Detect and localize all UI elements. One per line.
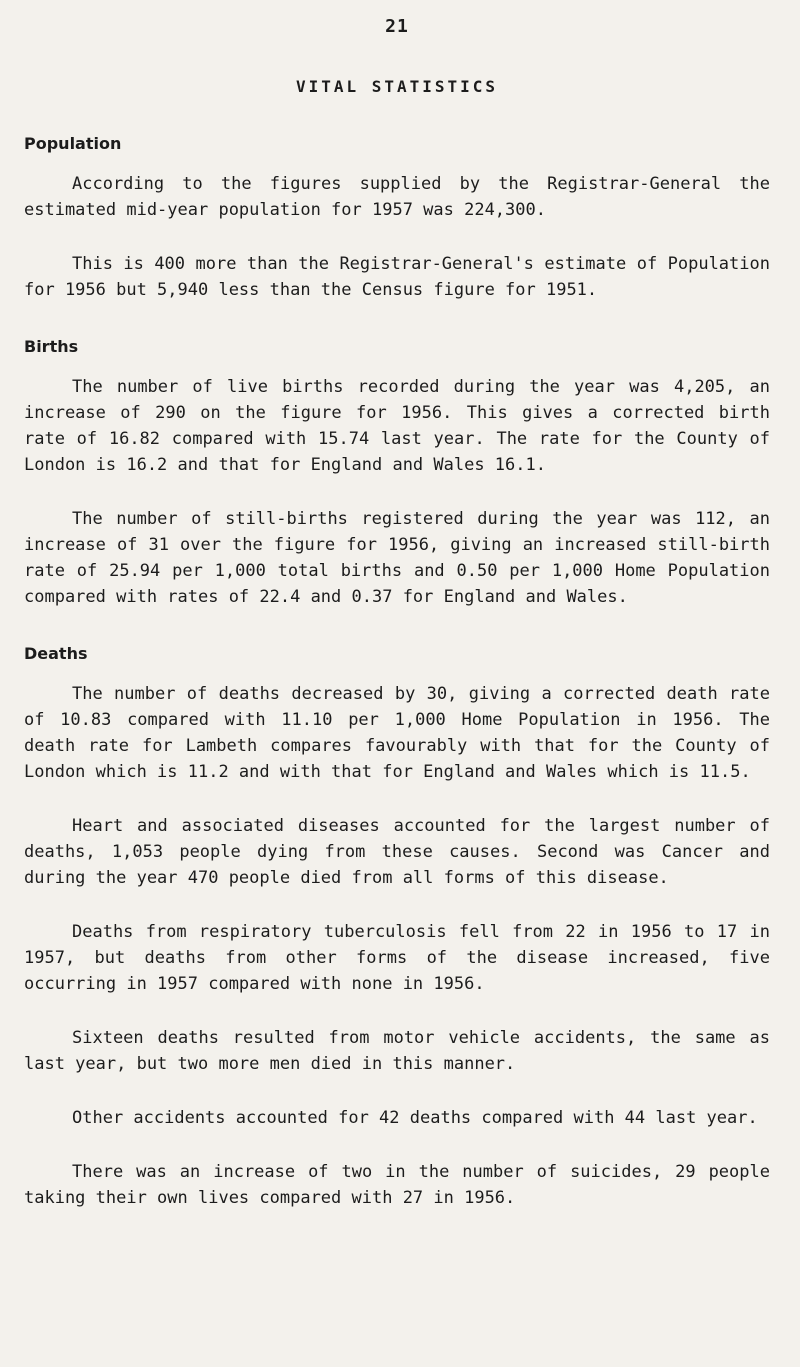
page-number: 21 — [385, 16, 409, 37]
deaths-paragraph-1: The number of deaths decreased by 30, giving a corrected death rate of 10.83 compared with 11.10 per 1,000 Home Population in 1956. The death rate for Lambeth compares favourably with that for the County of London which is 11.2 and with that for England and Wales which is 11.5. — [24, 684, 770, 782]
section-heading-births: Births — [24, 337, 79, 356]
section-heading-population: Population — [24, 134, 122, 153]
deaths-paragraph-3: Deaths from respiratory tuberculosis fell from 22 in 1956 to 17 in 1957, but deaths from other forms of the disease increased, five occurring in 1957 compared with none in 1956. — [24, 922, 770, 994]
deaths-paragraph-5: Other accidents accounted for 42 deaths compared with 44 last year. — [72, 1108, 758, 1128]
deaths-paragraph-4: Sixteen deaths resulted from motor vehicle accidents, the same as last year, but two more men died in this manner. — [24, 1028, 770, 1074]
births-paragraph-2: The number of still-births registered during the year was 112, an increase of 31 over the figure for 1956, giving an increased still-birth rate of 25.94 per 1,000 total births and 0.50 per 1,000 Home Population compared with rates of 22.4 and 0.37 for England and Wales. — [24, 509, 770, 607]
population-paragraph-1: According to the figures supplied by the Registrar-General the estimated mid-year population for 1957 was 224,300. — [24, 174, 770, 220]
deaths-paragraph-2: Heart and associated diseases accounted for the largest number of deaths, 1,053 people dying from these causes. Second was Cancer and during the year 470 people died from all forms of this disease. — [24, 816, 770, 888]
section-heading-deaths: Deaths — [24, 644, 88, 663]
page-title: VITAL STATISTICS — [295, 77, 499, 96]
deaths-paragraph-6: There was an increase of two in the number of suicides, 29 people taking their own lives compared with 27 in 1956. — [24, 1162, 770, 1208]
population-paragraph-2: This is 400 more than the Registrar-General's estimate of Population for 1956 but 5,940 less than the Census figure for 1951. — [24, 254, 770, 300]
births-paragraph-1: The number of live births recorded during the year was 4,205, an increase of 290 on the figure for 1956. This gives a corrected birth rate of 16.82 compared with 15.74 last year. The rate for the County of London is 16.2 and that for England and Wales 16.1. — [24, 377, 770, 475]
